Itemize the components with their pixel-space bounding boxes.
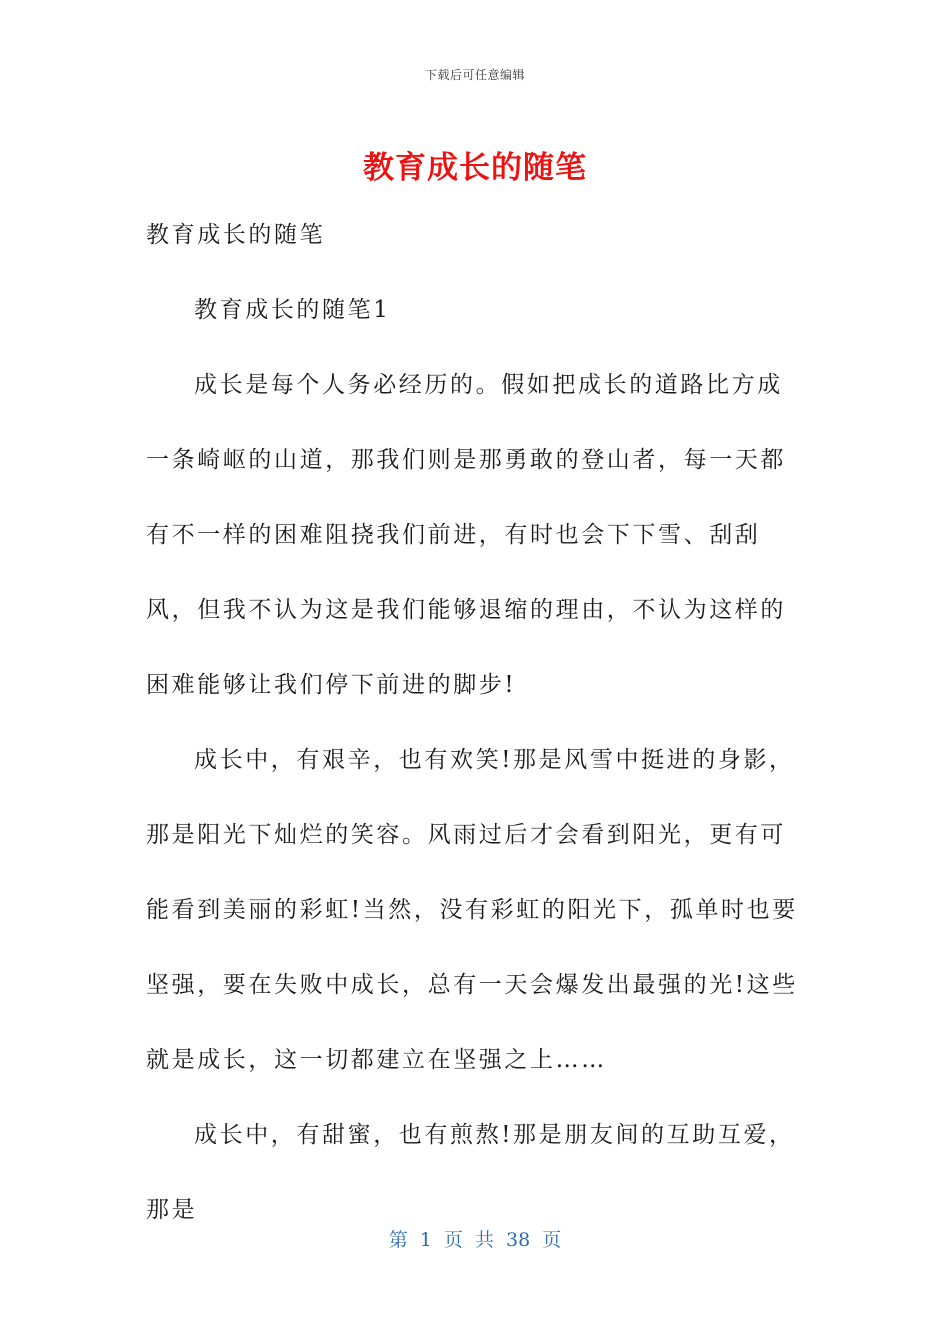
document-body <box>146 198 806 1248</box>
body-paragraph: 成长中，有艰辛，也有欢笑!那是风雪中挺进的身影，那是阳光下灿烂的笑容。风雨过后才会看到阳光，更有可能看到美丽的彩虹!当然，没有彩虹的阳光下，孤单时也要坚强，要在失败中成长，总有一天会爆发出最强的光!这些就是成长，这一切都建立在坚强之上…… <box>146 747 798 1073</box>
body-paragraph: 成长是每个人务必经历的。假如把成长的道路比方成一条崎岖的山道，那我们则是那勇敢的登山者，每一天都有不一样的困难阻挠我们前进，有时也会下下雪、刮刮风，但我不认为这是我们能够退缩的理由，不认为这样的困难能够让我们停下前进的脚步! <box>146 372 786 698</box>
document-subtitle: 教育成长的随笔 <box>146 222 326 248</box>
body-paragraph: 成长中，有甜蜜，也有煎熬!那是朋友间的互助互爱，那是 <box>146 1122 795 1223</box>
document-title: 教育成长的随笔 <box>363 150 587 186</box>
page-header-note: 下载后可任意编辑 <box>424 68 525 82</box>
section-heading: 教育成长的随笔1 <box>194 297 391 323</box>
page-number: 第 1 页 共 38 页 <box>388 1229 562 1251</box>
